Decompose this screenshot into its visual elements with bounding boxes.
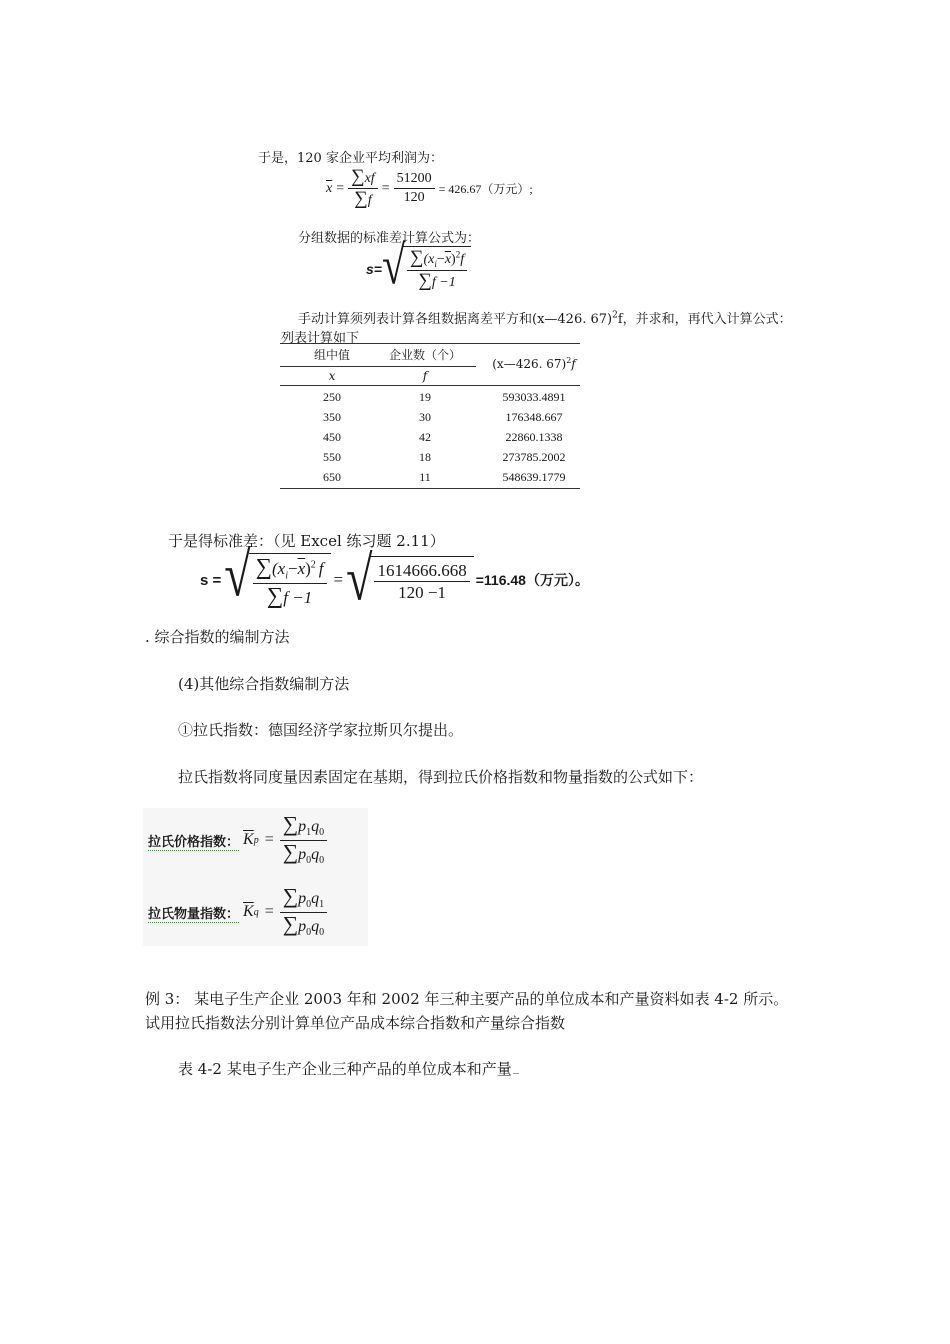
table-mid-rule-partial bbox=[280, 366, 476, 367]
table-title bbox=[178, 1058, 519, 1079]
qty-den-p-sub: 0 bbox=[306, 926, 312, 938]
price-index-symbol: $\overline{K}$ bbox=[243, 831, 254, 849]
header-f: f bbox=[422, 369, 428, 383]
result-value: =116.48 bbox=[475, 572, 526, 589]
qty-num-q: q bbox=[311, 890, 320, 907]
price-den-p: p bbox=[298, 845, 307, 863]
mean-result: = 426.67（万元）; bbox=[438, 182, 533, 197]
std-num-f: f bbox=[460, 252, 465, 267]
qty-num-q-sub: 1 bbox=[319, 899, 325, 911]
mean-symbol: $\overline{x}$ bbox=[326, 180, 333, 196]
price-num-p-sub: 1 bbox=[306, 827, 312, 839]
result-value-num: 1614666.668 bbox=[374, 561, 469, 583]
mean-value-fraction bbox=[394, 171, 435, 206]
quantity-index-label-text: 拉氏物量指数： bbox=[148, 906, 240, 922]
quantity-index-symbol: $\overline{K}$ bbox=[243, 903, 254, 921]
quantity-index-sub: q bbox=[253, 906, 259, 918]
table-cell: 650 bbox=[323, 470, 341, 484]
table-cell: 30 bbox=[419, 410, 431, 424]
mean-value-numerator: 51200 bbox=[394, 171, 435, 189]
result-sqrt-1: √ $\frac{\sum(x_i-\overline{x})^2 f}{\sum f -1}$ bbox=[224, 553, 330, 608]
header-firm-count: 企业数（个） bbox=[388, 348, 461, 362]
header-x: x bbox=[328, 369, 336, 383]
table-header-rule bbox=[280, 385, 580, 386]
header-dev-sq bbox=[488, 356, 580, 371]
table-cell: 42 bbox=[419, 430, 431, 444]
result-num-close: ) bbox=[305, 559, 311, 578]
result-formula: s = √ $\frac{\sum(x_i-\overline{x})^2 f}{\sum f -1}$ = √ $\frac{1614666.668}{120 -1}$ =116.48 （万元）。 bbox=[200, 540, 589, 615]
result-num-xbar: $\overline{x}$ bbox=[297, 559, 306, 578]
std-num-minus: − bbox=[436, 252, 445, 267]
quantity-index-formula: 拉氏物量指数： $\overline{K}$ q = $\frac{\sum p_0q_1}{\sum p_0q_0}$ bbox=[148, 886, 327, 938]
mean-fraction: $\frac{\sum xf}{\sum f}$ bbox=[348, 168, 378, 209]
laspeyres-description: 拉氏指数将同度量因素固定在基期，得到拉氏价格指数和物量指数的公式如下： bbox=[178, 768, 704, 786]
table-cell: 550 bbox=[323, 450, 341, 464]
price-index-fraction: $\frac{\sum p_1q_0}{\sum p_0q_0}$ bbox=[280, 814, 327, 866]
qty-den-q-sub: 0 bbox=[319, 926, 325, 938]
mean-value-denominator: 120 bbox=[403, 190, 425, 206]
table-cell: 11 bbox=[419, 470, 431, 484]
table-cell: 450 bbox=[323, 430, 341, 444]
table-cell: 250 bbox=[323, 390, 341, 404]
calc-table bbox=[280, 343, 580, 489]
quantity-index-label bbox=[148, 903, 239, 922]
price-num-q: q bbox=[311, 818, 320, 835]
price-den-q: q bbox=[311, 845, 320, 863]
table-cell: 19 bbox=[419, 390, 431, 404]
std-lhs: s= bbox=[366, 260, 382, 277]
mean-denominator: f bbox=[367, 193, 372, 209]
mean-numerator: xf bbox=[364, 171, 375, 186]
manual-calc-part1: 手动计算须列表计算各组数据离差平方和(x—426. 67) bbox=[298, 312, 613, 327]
header-group-mid: 组中值 bbox=[313, 348, 350, 362]
table-cell: 593033.4891 bbox=[502, 390, 566, 404]
table-cell: 273785.2002 bbox=[502, 450, 566, 464]
std-num-sub: i bbox=[434, 258, 437, 269]
manual-calc-part2: f，并求和，再代入计算公式： bbox=[617, 312, 792, 327]
std-num-pow: 2 bbox=[455, 249, 461, 260]
table-cell: 548639.1779 bbox=[502, 470, 566, 484]
mean-intro-text: 于是，120 家企业平均利润为： bbox=[258, 151, 443, 166]
result-num-f: f bbox=[318, 559, 324, 578]
laspeyres-formula-image bbox=[143, 808, 368, 946]
table-cell: 176348.667 bbox=[505, 410, 563, 424]
mean-formula: $\overline{x}$ = $\frac{\sum xf}{\sum f}$ = $\frac{51200}{120}$ = 426.67（万元）; bbox=[326, 166, 533, 210]
price-num-q-sub: 0 bbox=[319, 827, 325, 839]
table-top-rule bbox=[280, 343, 580, 344]
sub-heading: (4)其他综合指数编制方法 bbox=[178, 675, 350, 693]
result-num-open: (x bbox=[271, 559, 286, 578]
qty-num-p-sub: 0 bbox=[306, 899, 312, 911]
section-heading: . 综合指数的编制方法 bbox=[145, 628, 290, 646]
table-caption: 列表计算如下 bbox=[281, 331, 360, 346]
result-den: f −1 bbox=[283, 587, 313, 607]
result-lhs: s = bbox=[200, 571, 222, 589]
laspeyres-item: ①拉氏指数：德国经济学家拉斯贝尔提出。 bbox=[178, 721, 464, 739]
result-title: 于是得标准差：（见 Excel 练习题 2.11） bbox=[168, 532, 445, 550]
price-index-sub: p bbox=[253, 834, 259, 846]
std-formula bbox=[366, 236, 471, 297]
table-cell: 350 bbox=[323, 410, 341, 424]
price-index-label bbox=[148, 831, 239, 850]
table-cell: 22860.1338 bbox=[505, 430, 563, 444]
price-den-p-sub: 0 bbox=[306, 854, 312, 866]
header-dev-sq-text: (x—426. 67) bbox=[492, 357, 567, 371]
std-den: f −1 bbox=[431, 275, 456, 291]
qty-den-p: p bbox=[298, 917, 307, 935]
qty-den-q: q bbox=[311, 917, 320, 935]
std-sqrt: √ $\frac{\sum(x_i-\overline{x})^2f}{\sum f -1}$ bbox=[382, 246, 471, 291]
quantity-index-fraction: $\frac{\sum p_0q_1}{\sum p_0q_0}$ bbox=[280, 886, 327, 938]
manual-calc-text bbox=[298, 308, 792, 327]
price-index-label-text: 拉氏价格指数： bbox=[148, 834, 240, 850]
std-intro-text: 分组数据的标准差计算公式为： bbox=[298, 231, 481, 246]
result-num-minus: − bbox=[287, 559, 298, 578]
price-den-q-sub: 0 bbox=[319, 854, 325, 866]
price-num-p: p bbox=[298, 818, 307, 835]
underline-mark bbox=[513, 1073, 519, 1074]
example-line-2: 试用拉氏指数法分别计算单位产品成本综合指数和产量综合指数 bbox=[145, 1014, 566, 1032]
table-cell: 18 bbox=[419, 450, 431, 464]
header-dev-sq-sup: 2 bbox=[566, 356, 572, 365]
result-unit: （万元）。 bbox=[525, 574, 589, 590]
example-line-1: 例 3： 某电子生产企业 2003 年和 2002 年三种主要产品的单位成本和产量资料如表 4-2 所示。 bbox=[145, 990, 789, 1008]
header-dev-sq-f: f bbox=[571, 357, 576, 371]
qty-num-p: p bbox=[298, 890, 307, 907]
std-num-open: (x bbox=[423, 252, 435, 267]
result-sqrt-2: √ $\frac{1614666.668}{120 -1}$ bbox=[346, 556, 474, 604]
result-num-sub: i bbox=[285, 570, 288, 582]
manual-calc-sup: 2 bbox=[612, 310, 618, 321]
price-index-formula: 拉氏价格指数： $\overline{K}$ p = $\frac{\sum p_1q_0}{\sum p_0q_0}$ bbox=[148, 814, 327, 866]
result-value-den: 120 −1 bbox=[398, 583, 447, 603]
table-bottom-rule bbox=[280, 488, 580, 489]
result-num-pow: 2 bbox=[310, 559, 316, 571]
table-title-text: 表 4-2 某电子生产企业三种产品的单位成本和产量 bbox=[178, 1060, 512, 1078]
std-num-xbar: $\overline{x}$ bbox=[444, 252, 452, 267]
std-num-close: ) bbox=[451, 252, 456, 267]
